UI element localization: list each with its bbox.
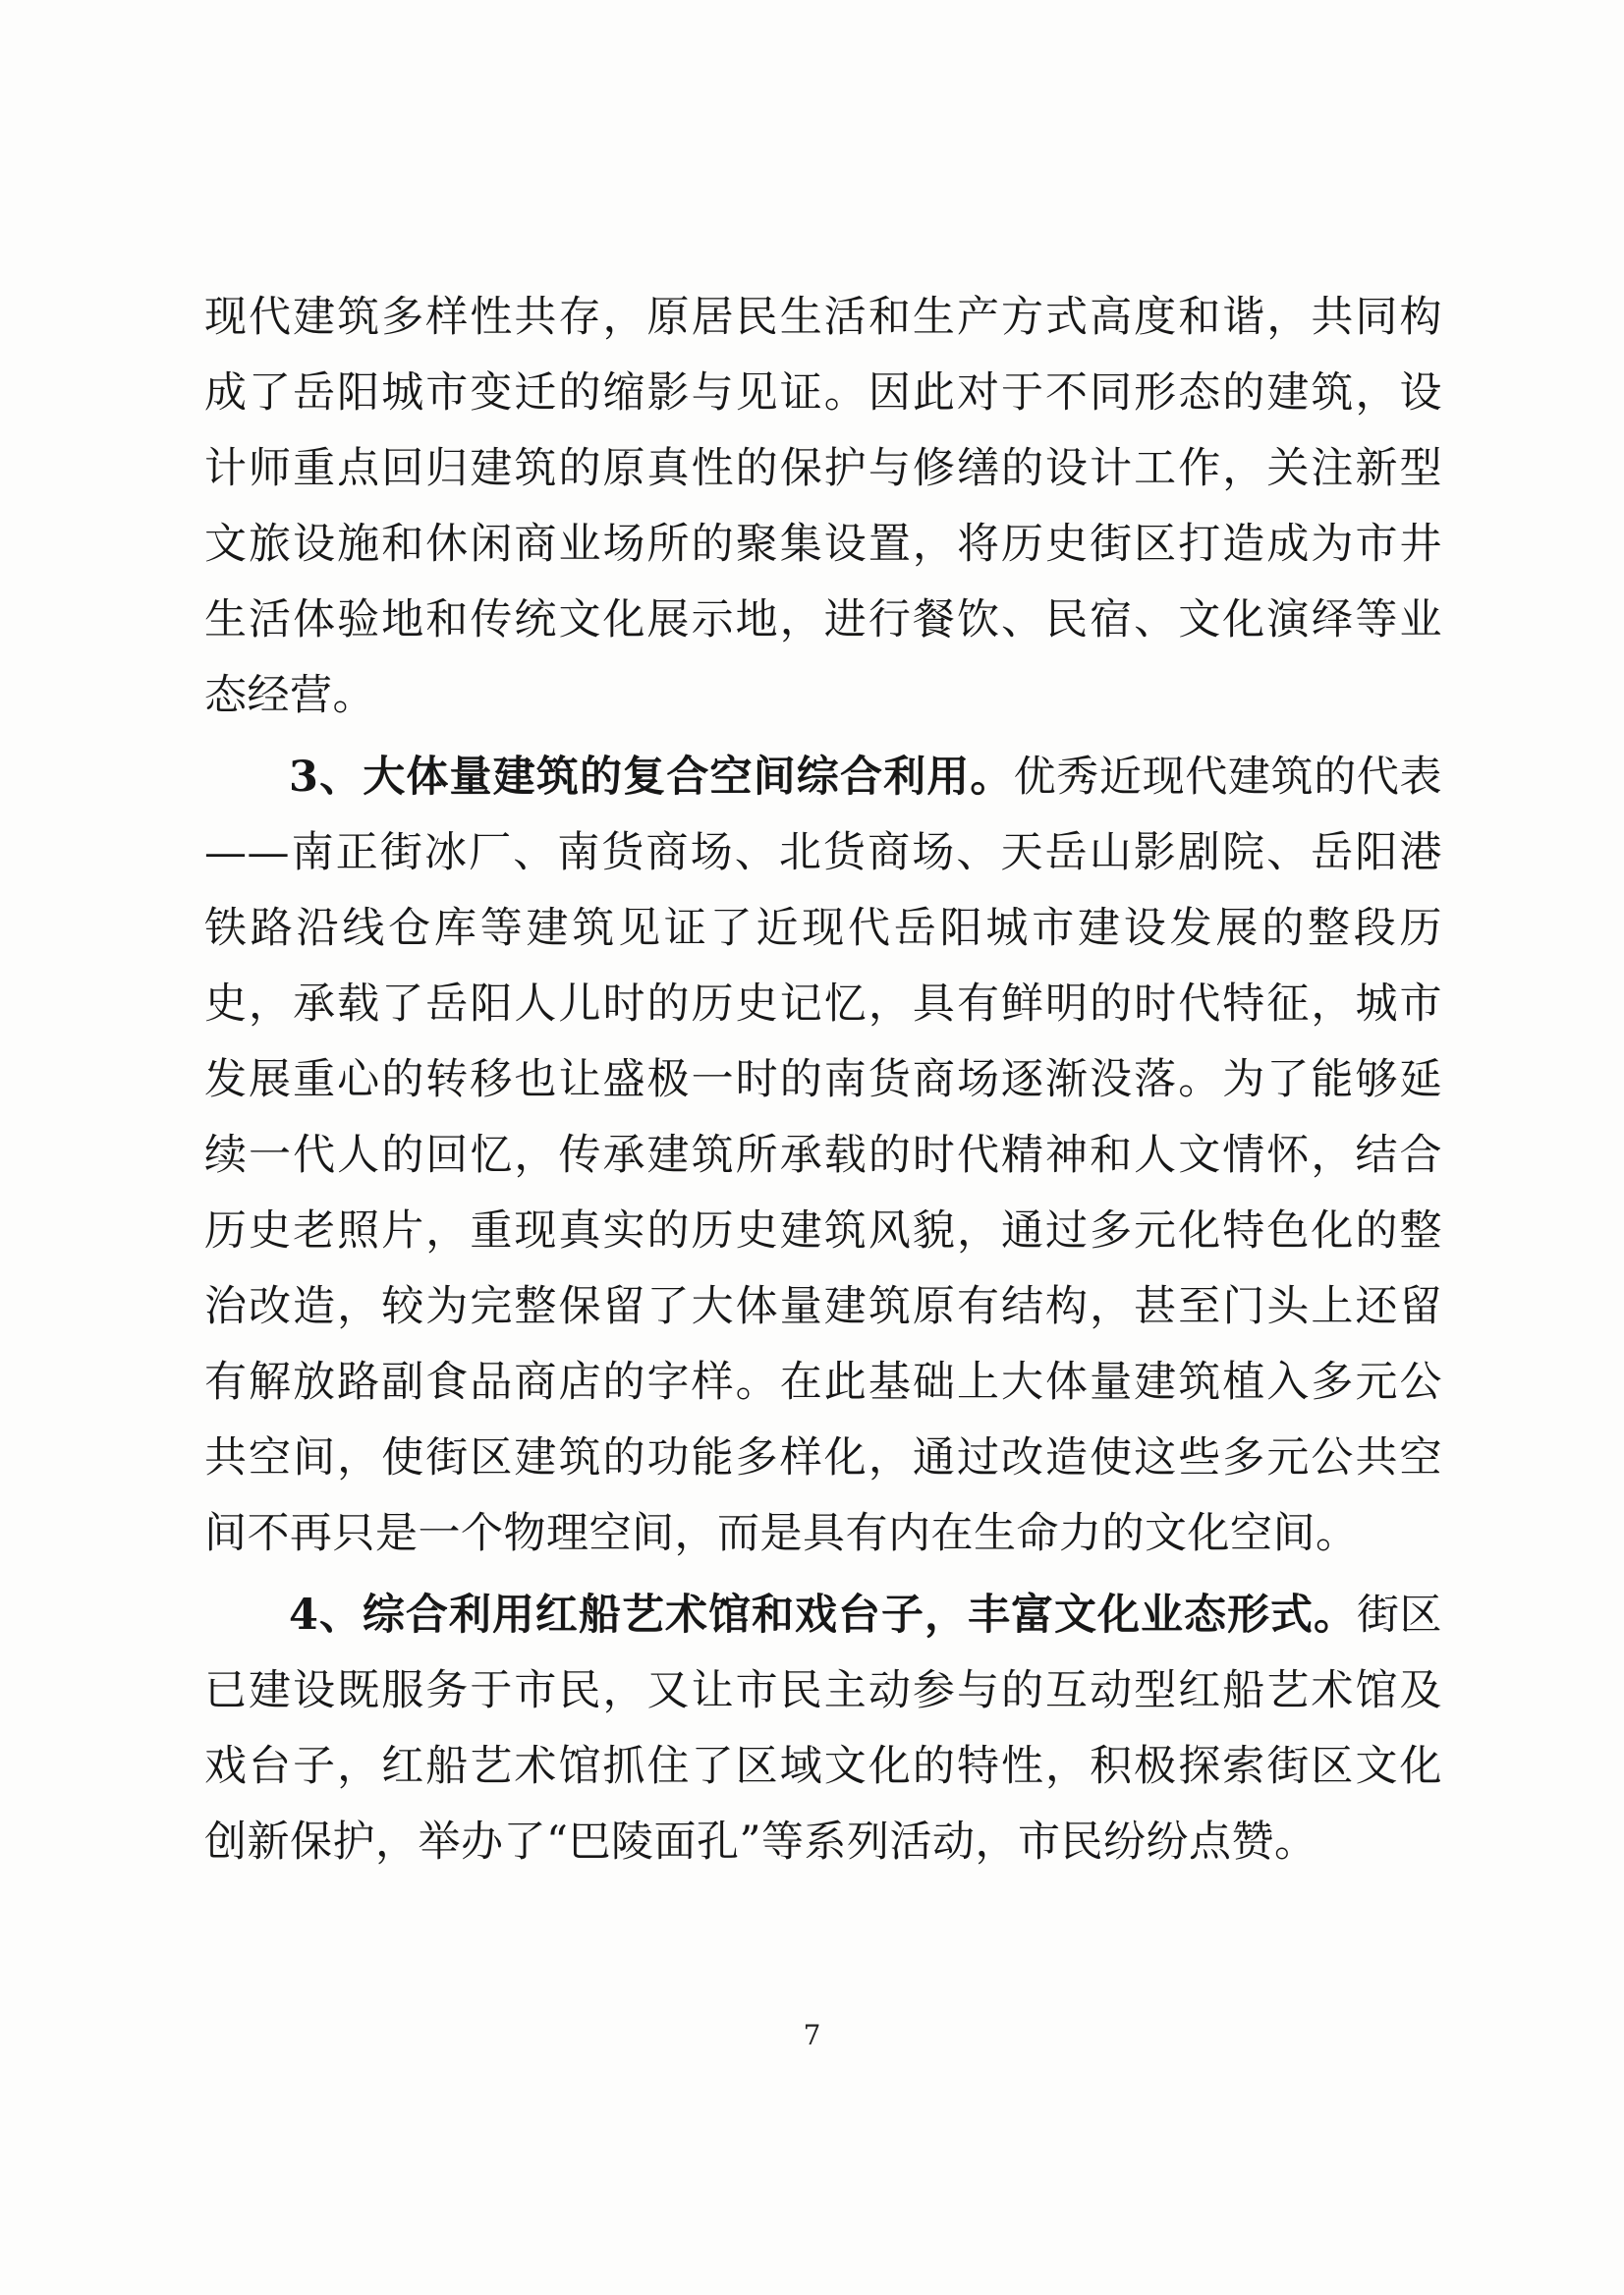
paragraph-text: 优秀近现代建筑的代表——南正街冰厂、南货商场、北货商场、天岳山影剧院、岳阳港铁路沿线仓库等建筑见证了近现代岳阳城市建设发展的整段历史，承载了岳阳人儿时的历史记忆，具有鲜明的时代特征，城市发展重心的转移也让盛极一时的南货商场逐渐没落。为了能够延续一代人的回忆，传承建筑所承载的时代精神和人文情怀，结合历史老照片，重现真实的历史建筑风貌，通过多元化特色化的整治改造，较为完整保留了大体量建筑原有结构，甚至门头上还留有解放路副食品商店的字样。在此基础上大体量建筑植入多元公共空间，使街区建筑的功能多样化，通过改造使这些多元公共空间不再只是一个物理空间，而是具有内在生命力的文化空间。 xyxy=(204,753,1443,1558)
paragraph-text: 街区已建设既服务于市民，又让市民主动参与的互动型红船艺术馆及戏台子，红船艺术馆抓住了区域文化的特性，积极探索街区文化创新保护，举办了“巴陵面孔”等系列活动，市民纷纷点赞。 xyxy=(204,1591,1443,1867)
page-content xyxy=(204,280,1442,1886)
paragraph xyxy=(204,740,1442,1572)
paragraph xyxy=(204,1578,1442,1880)
paragraph xyxy=(204,280,1442,734)
paragraph-lead: 3、大体量建筑的复合空间综合利用。 xyxy=(289,753,1014,802)
paragraph-text: 现代建筑多样性共存，原居民生活和生产方式高度和谐，共同构成了岳阳城市变迁的缩影与见证。因此对于不同形态的建筑，设计师重点回归建筑的原真性的保护与修缮的设计工作，关注新型文旅设施和休闲商业场所的聚集设置，将历史街区打造成为市井生活体验地和传统文化展示地，进行餐饮、民宿、文化演绎等业态经营。 xyxy=(204,293,1442,720)
page-number: 7 xyxy=(803,2019,821,2051)
paragraph-lead: 4、综合利用红船艺术馆和戏台子，丰富文化业态形式。 xyxy=(289,1591,1357,1640)
